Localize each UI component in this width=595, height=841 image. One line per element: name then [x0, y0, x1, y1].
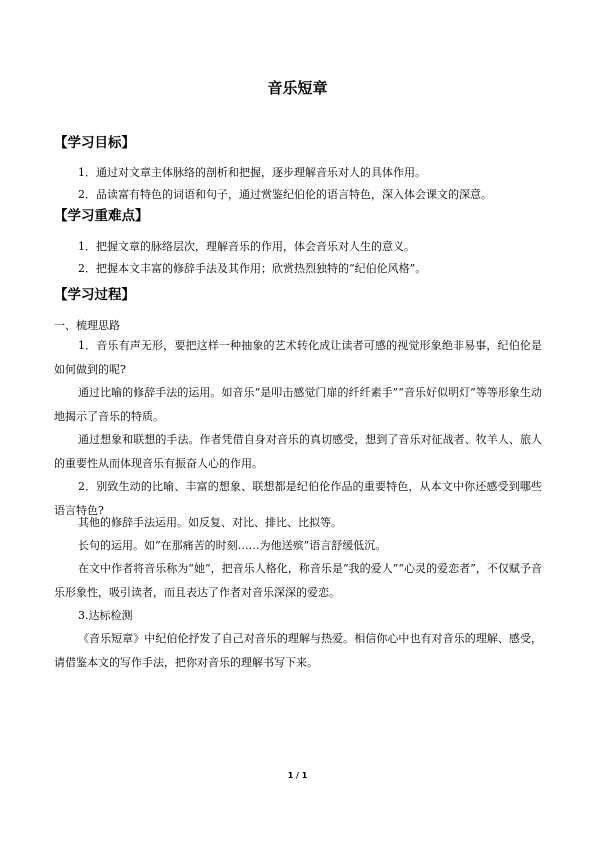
process-paragraph-3: 通过想象和联想的手法。作者凭借自身对音乐的真切感受，想到了音乐对征战者、牧羊人、旅人的重要性从而体现音乐有振奋人心的作用。 [54, 433, 542, 470]
process-paragraph-9: 《音乐短章》中纪伯伦抒发了自己对音乐的理解与热爱。相信你心中也有对音乐的理解、感受，请借鉴本文的写作手法，把你对音乐的理解书写下来。 [54, 632, 542, 669]
section-heading-key-points: 【学习重难点】 [54, 208, 149, 224]
section-heading-goals: 【学习目标】 [54, 135, 135, 151]
process-paragraph-1: 1．音乐有声无形，要把这样一种抽象的艺术转化成让读者可感的视觉形象绝非易事，纪伯伦是如何做到的呢? [54, 339, 542, 376]
process-paragraph-4: 2．别致生动的比喻、丰富的想象、联想都是纪伯伦作品的重要特色，从本文中你还感受到哪些语言特色? [54, 480, 542, 517]
goal-item-1: 1．通过对文章主体脉络的剖析和把握，逐步理解音乐对人的具体作用。 [78, 166, 426, 179]
section-heading-process: 【学习过程】 [54, 287, 135, 303]
document-title: 音乐短章 [267, 79, 328, 97]
key-point-item-2: 2．把握本文丰富的修辞手法及其作用；欣赏热烈独特的“纪伯伦风格”。 [78, 262, 427, 275]
key-point-item-1: 1．把握文章的脉络层次，理解音乐的作用，体会音乐对人生的意义。 [78, 240, 415, 253]
process-paragraph-8: 3.达标检测 [78, 609, 133, 622]
process-paragraph-2: 通过比喻的修辞手法的运用。如音乐“是叩击感觉门扉的纤纤素手”“音乐好似明灯”等等形象生动地揭示了音乐的特质。 [54, 386, 542, 423]
page-number: 1 / 1 [287, 771, 308, 780]
process-paragraph-5: 其他的修辞手法运用。如反复、对比、排比、比拟等。 [78, 516, 342, 529]
process-paragraph-7: 在文中作者将音乐称为“她”，把音乐人格化，称音乐是“我的爱人”“心灵的爱恋者”，不仅赋予音乐形象性，吸引读者，而且表达了作者对音乐深深的爱恋。 [54, 562, 542, 599]
process-sub-heading: 一、梳理思路 [54, 319, 120, 332]
process-paragraph-6: 长句的运用。如“在那痛苦的时刻……为他送殡”语言舒缓低沉。 [78, 539, 387, 552]
goal-item-2: 2．品读富有特色的词语和句子，通过赏鉴纪伯伦的语言特色，深入体会课文的深意。 [78, 188, 492, 201]
